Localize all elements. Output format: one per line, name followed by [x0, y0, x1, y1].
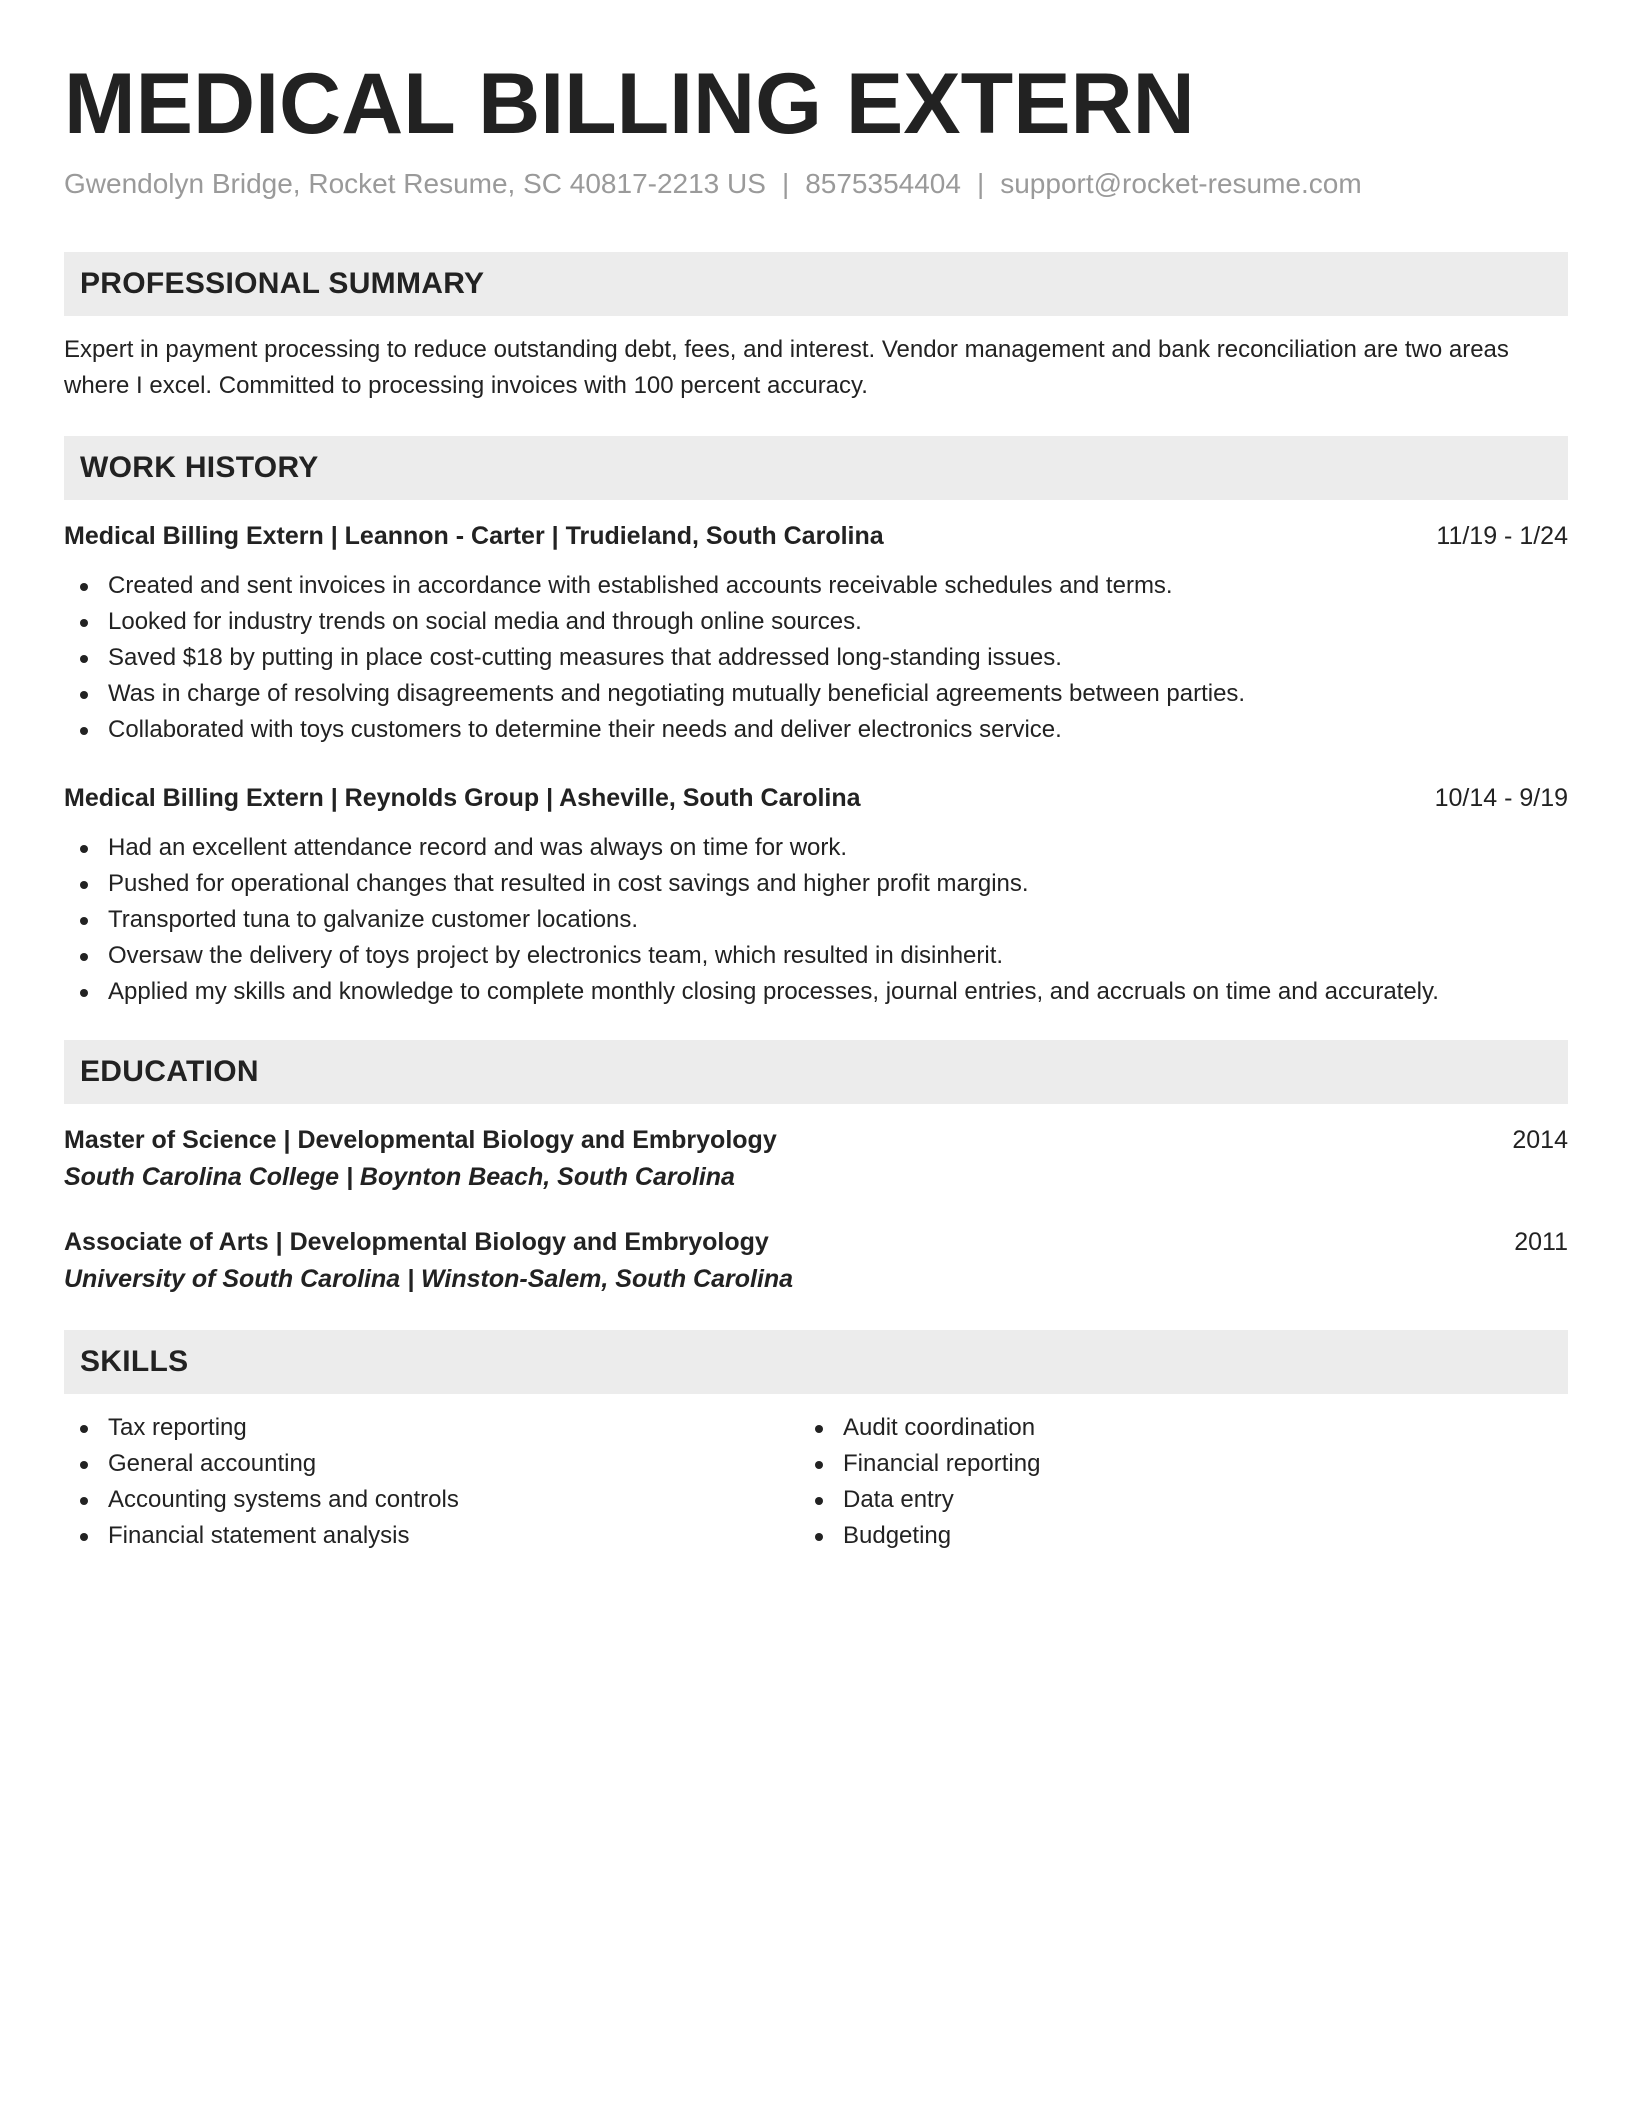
education-school: South Carolina College | Boynton Beach, South Carolina	[64, 1163, 735, 1191]
job-bullet: Was in charge of resolving disagreements and negotiating mutually beneficial agreements between parties.	[64, 676, 1568, 712]
summary-heading: PROFESSIONAL SUMMARY	[64, 252, 1568, 316]
job-bullet-list	[64, 568, 1568, 748]
job-bullet: Had an excellent attendance record and was always on time for work.	[64, 830, 1568, 866]
job-bullet: Created and sent invoices in accordance with established accounts receivable schedules and terms.	[64, 568, 1568, 604]
skill-item: Audit coordination	[799, 1410, 1534, 1446]
skill-item: Financial reporting	[799, 1446, 1534, 1482]
skill-item: General accounting	[64, 1446, 799, 1482]
job-title: Medical Billing Extern | Reynolds Group | Asheville, South Carolina	[64, 784, 861, 812]
summary-text: Expert in payment processing to reduce outstanding debt, fees, and interest. Vendor management and bank reconciliation are two areas where I excel. Committed to processing invoices with 100 percent accuracy.	[64, 336, 1509, 399]
job-dates: 11/19 - 1/24	[1436, 522, 1568, 550]
skills-columns	[64, 1410, 1568, 1554]
job-bullet: Transported tuna to galvanize customer locations.	[64, 902, 1568, 938]
education-year: 2014	[1512, 1126, 1568, 1154]
job-bullet: Looked for industry trends on social media and through online sources.	[64, 604, 1568, 640]
education-degree: Associate of Arts | Developmental Biology and Embryology	[64, 1228, 769, 1256]
contact-separator: |	[781, 168, 790, 199]
job-title: Medical Billing Extern | Leannon - Carter | Trudieland, South Carolina	[64, 522, 884, 550]
education-entry-header	[64, 1226, 1568, 1258]
contact-phone: 8575354404	[805, 168, 961, 199]
job-header	[64, 782, 1568, 814]
education-heading: EDUCATION	[64, 1040, 1568, 1104]
contact-email: support@rocket-resume.com	[1000, 168, 1362, 199]
contact-line	[64, 166, 1568, 202]
education-year: 2011	[1514, 1228, 1568, 1256]
skills-heading: SKILLS	[64, 1330, 1568, 1394]
education-entry-header	[64, 1124, 1568, 1156]
job-bullet: Collaborated with toys customers to determine their needs and deliver electronics service.	[64, 712, 1568, 748]
job-bullet: Saved $18 by putting in place cost-cutting measures that addressed long-standing issues.	[64, 640, 1568, 676]
candidate-name: MEDICAL BILLING EXTERN	[64, 56, 1195, 152]
job-dates: 10/14 - 9/19	[1434, 784, 1568, 812]
skills-list-right	[799, 1410, 1534, 1554]
education-school: University of South Carolina | Winston-Salem, South Carolina	[64, 1265, 794, 1293]
contact-address: Gwendolyn Bridge, Rocket Resume, SC 40817-2213 US	[64, 168, 766, 199]
skill-item: Data entry	[799, 1482, 1534, 1518]
skill-item: Tax reporting	[64, 1410, 799, 1446]
job-bullet-list	[64, 830, 1568, 1010]
contact-separator: |	[976, 168, 985, 199]
skills-list-left	[64, 1410, 799, 1554]
job-bullet: Pushed for operational changes that resulted in cost savings and higher profit margins.	[64, 866, 1568, 902]
job-bullet: Oversaw the delivery of toys project by electronics team, which resulted in disinherit.	[64, 938, 1568, 974]
skill-item: Financial statement analysis	[64, 1518, 799, 1554]
skill-item: Budgeting	[799, 1518, 1534, 1554]
work-history-heading: WORK HISTORY	[64, 436, 1568, 500]
job-header	[64, 520, 1568, 552]
skill-item: Accounting systems and controls	[64, 1482, 799, 1518]
job-bullet: Applied my skills and knowledge to complete monthly closing processes, journal entries, and accruals on time and accurately.	[64, 974, 1568, 1010]
education-degree: Master of Science | Developmental Biology and Embryology	[64, 1126, 777, 1154]
